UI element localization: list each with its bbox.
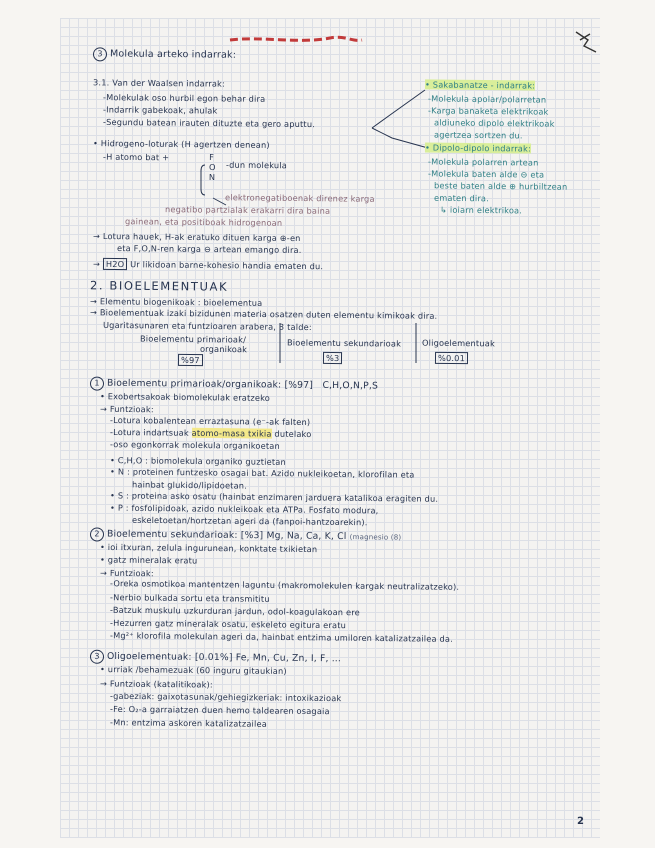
page-number: 2 (576, 815, 585, 828)
dipole-title-text: • Dipolo-dipolo indarrak: (424, 142, 532, 154)
primary-line-7: • N : proteinen funtzesko osagai bat. Azido nukleikoetan, klorofilan eta (109, 466, 415, 480)
table-col2-value: %3 (323, 352, 343, 364)
primary-line-3: -Lotura kobalentean erraztasuna (e⁻-ak falten) (109, 414, 311, 428)
oligo-line-2: → Funtzioak (katalitikoak): (99, 678, 213, 690)
secondary-line-7: -Hezurren gatz mineralak osatu, eskeleto egitura eratu (109, 617, 347, 631)
hbond-arrow-2: eta F,O,N-ren karga ⊖ artean emango dira. (116, 243, 302, 255)
binder-clip-icon (576, 32, 596, 52)
vdw-heading: 3.1. Van der Waalsen indarrak: (92, 77, 226, 89)
secondary-line-1: • ioi itxuran, zelula ingurunean, konktate txikietan (99, 541, 318, 555)
primary-elements: C,H,O,N,P,S (322, 379, 379, 392)
primary-title: Bioelementu primarioak/organikoak: [%97] (106, 377, 314, 391)
brace-line (372, 90, 425, 128)
secondary-line-8: -Mg²⁺ klorofila molekulan ageri da, hainbat entzima umiloren katalizatzailea da. (109, 630, 454, 644)
primary-number: 1 (90, 376, 104, 390)
table-col3-head: Oligoelementuak (421, 337, 495, 349)
bio-title: 2. BIOELEMENTUAK (89, 278, 229, 294)
h2o-line: → H2O Ur likidoan barne-kohesio handia ematen du. (92, 258, 324, 272)
bio-line-3: Ugaritasunaren eta funtzioaren arabera, 3 talde: (102, 319, 312, 333)
oligo-line-4: -Fe: O₂-a garraiatzen duen hemo taldearen osagaia (109, 703, 330, 717)
secondary-line-6: -Batzuk muskulu uzkurduran jardun, odol-koagulakoan ere (109, 604, 360, 618)
vdw-line-1: -Molekulak oso hurbil egon behar dira (102, 92, 266, 104)
primary-line-4 (110, 427, 312, 440)
secondary-line-2: • gatz mineralak eratu (99, 554, 198, 566)
table-col1-sub: organikoak (199, 343, 248, 355)
hbond-note-2: negatibo partzialak erakarri dira baina (164, 204, 331, 216)
bio-line-2: → Bioelementuak izaki bizidunen materia osatzen duten elementu kimikoak dira. (89, 307, 438, 321)
dipole-line-1: -Molekula polarren artean (427, 156, 539, 168)
h2o-box: H2O (103, 258, 128, 270)
dipole-title (425, 142, 531, 154)
fon-brace (201, 165, 205, 195)
primary-line-5: -oso egonkorrak molekula organikoetan (109, 439, 280, 451)
dispersion-line-2: -Karga banaketa elektrikoak (427, 105, 549, 117)
element-o: O (208, 161, 216, 173)
secondary-line-5: -Nerbio bulkada sortu eta transmititu (109, 592, 270, 604)
bio-line-1: → Elementu biogenikoak : bioelementua (89, 296, 263, 308)
secondary-line-4: -Oreka osmotikoa mantentzen laguntu (makromolekulen kargak neutralizatzeko). (109, 578, 460, 592)
hbond-note-1: elektronegatiboenak direnez karga (224, 192, 375, 204)
table-col2-head: Bioelementu sekundarioak (286, 337, 402, 349)
hbond-title: • Hidrogeno-loturak (H agertzen denean) (92, 138, 270, 150)
primary-line-11: eskeletoetan/hortzetan ageri da (fanpoi-hantzoarekin). (131, 514, 368, 528)
secondary-note: (magnesio (8) (349, 533, 402, 542)
table-col2-value-wrap (323, 352, 343, 364)
table-col1-value: %97 (178, 354, 203, 366)
dispersion-title (425, 79, 535, 91)
dipole-line-2: -Molekula baten alde ⊖ eta (427, 168, 545, 180)
section-heading (93, 47, 236, 62)
dipole-line-4: ematen dira. (433, 192, 489, 204)
table-col3-value-wrap (435, 352, 468, 364)
dispersion-title-text: • Sakabanatze - indarrak: (424, 79, 536, 91)
primary-line-4c: dutelako (274, 428, 312, 440)
dispersion-line-1: -Molekula apolar/polarretan (427, 93, 547, 105)
element-f: F (209, 151, 215, 163)
table-col1-head: Bioelementu primarioak/ (139, 333, 247, 345)
primary-line-6: • C,H,O : biomolekula organiko guztietan (109, 455, 286, 467)
primary-line-9: • S : proteina asko osatu (hainbat enzimaren jarduera katalikoa eragiten du. (109, 490, 439, 504)
dispersion-line-3: aldiuneko dipolo elektrikoak (433, 117, 555, 129)
primary-line-10: • P : fosfolipidoak, azido nukleikoak eta ATPa. Fosfato modura, (109, 502, 379, 516)
primary-line-8: hainbat glukido/lipidoetan. (131, 479, 248, 491)
hbond-note-3: gainean, eta positiboak hidrogenoan (124, 216, 283, 228)
vdw-line-2: -Indarrik gabekoak, ahulak (102, 104, 218, 116)
brace-line-lower (372, 128, 428, 148)
secondary-number: 2 (90, 527, 104, 541)
vdw-line-3: -Segundu batean irauten dituzte eta gero aputtu. (102, 116, 316, 130)
oligo-title: Oligoelementuak: [0.01%] Fe, Mn, Cu, Zn, I, F, ... (106, 650, 342, 665)
primary-line-1: • Exobertsakoak biomolekulak eratzeko (99, 391, 271, 403)
oligo-line-3: -gabeziak: gaixotasunak/gehiegizkeriak: intoxikazioak (109, 690, 342, 704)
table-col1-value-wrap (178, 354, 203, 366)
dipole-line-5: ↳ ioiarn elektrikoa. (439, 204, 523, 216)
secondary-title: Bioelementu sekundarioak: [%3] Mg, Na, Ca, K, Cl (106, 528, 347, 543)
fon-elements (209, 152, 216, 182)
red-scribble (230, 37, 362, 40)
section-title: Molekula arteko indarrak: (109, 48, 237, 61)
oligo-line-1: • urriak /behamezuak (60 inguru gitaukian) (99, 664, 287, 676)
element-n: N (208, 171, 216, 183)
oligo-line-5: -Mn: entzima askoren katalizatzailea (109, 717, 268, 729)
primary-line-4a: -Lotura indartsuak (109, 426, 189, 438)
table-col3-value: %0.01 (435, 352, 468, 364)
h2o-text: Ur likidoan barne-kohesio handia ematen du. (130, 259, 324, 272)
hbond-dun: -dun molekula (225, 159, 288, 171)
dipole-line-3: beste baten alde ⊕ hurbiltzean (433, 180, 568, 192)
oligo-number: 3 (90, 650, 104, 664)
dispersion-line-4: agertzea sortzen du. (433, 129, 523, 141)
secondary-line-3: → Funtzioak: (99, 567, 154, 579)
hbond-h-line: -H atomo bat + (102, 151, 170, 163)
primary-line-4-highlight: atomo-masa txikia (191, 427, 272, 439)
hbond-arrow-1: → Lotura hauek, H-ak eratuko dituen karga ⊕-en (92, 230, 301, 244)
section-number: 3 (93, 47, 107, 61)
primary-line-2: → Funtzioak: (99, 403, 154, 415)
